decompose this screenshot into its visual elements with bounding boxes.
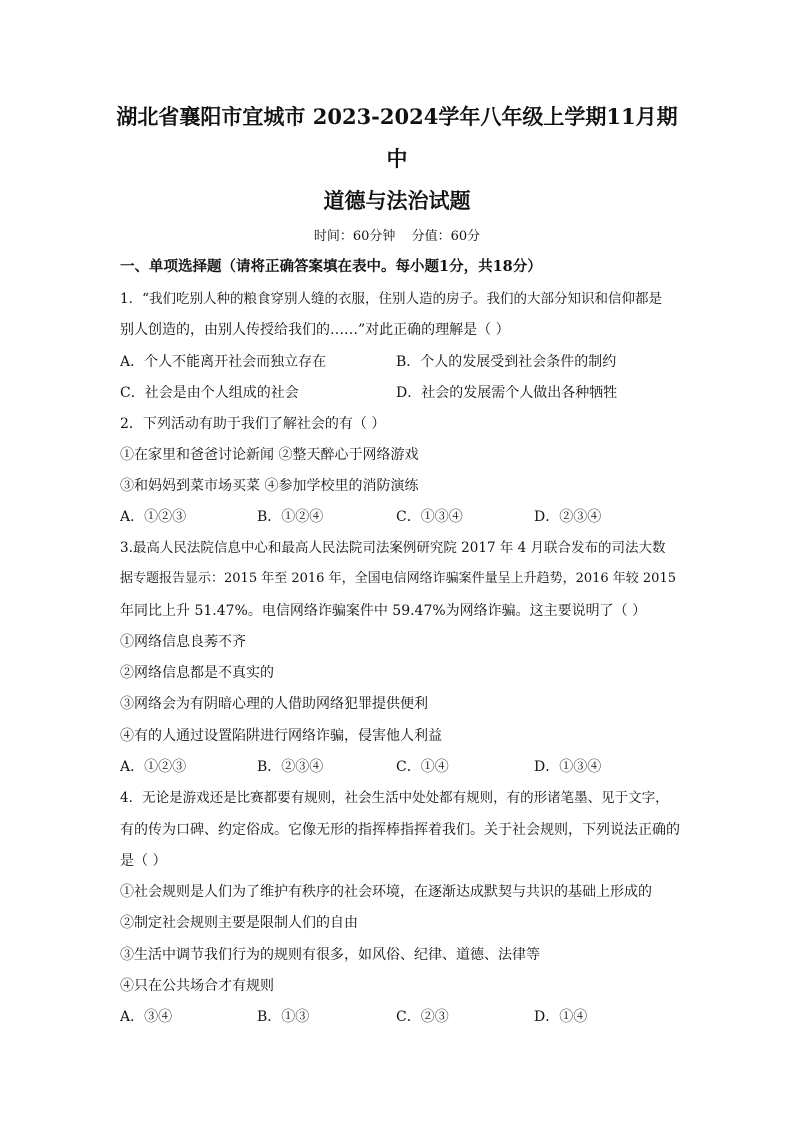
q4-option-d: D．①④ <box>534 1009 588 1025</box>
q2-option-b: B．①②④ <box>257 509 324 525</box>
q3-item-1: ①网络信息良莠不齐 <box>120 634 246 650</box>
q1-option-d: D．社会的发展需个人做出各种牺牲 <box>396 385 618 401</box>
q4-item-1: ①社会规则是人们为了维护有秩序的社会环境，在逐渐达成默契与共识的基础上形成的 <box>120 884 652 900</box>
q4-item-4: ④只在公共场合才有规则 <box>120 978 274 994</box>
q4-option-c: C．②③ <box>396 1009 449 1025</box>
q3-option-b: B．②③④ <box>257 759 324 775</box>
q2-items-line-1: ①在家里和爸爸讨论新闻 ②整天醉心于网络游戏 <box>120 447 419 463</box>
q2-option-c: C．①③④ <box>396 509 463 525</box>
exam-subject-title: 道德与法治试题 <box>323 188 471 213</box>
q4-item-3: ③生活中调节我们行为的规则有很多，如风俗、纪律、道德、法律等 <box>120 947 540 963</box>
q2-option-a: A．①②③ <box>120 509 187 525</box>
q1-option-a: A．个人不能离开社会而独立存在 <box>120 354 327 370</box>
q4-stem-line-3: 是（ ） <box>120 853 167 869</box>
q4-option-a: A．③④ <box>120 1009 173 1025</box>
q1-stem-line-2: 别人创造的，由别人传授给我们的……”对此正确的理解是（ ） <box>120 322 510 338</box>
q1-option-c: C．社会是由个人组成的社会 <box>120 385 299 401</box>
exam-meta <box>0 228 794 246</box>
q3-stem-line-1: 3.最高人民法院信息中心和最高人民法院司法案例研究院 2017 年 4 月联合发布的司法大数 <box>120 540 666 556</box>
q4-option-b: B．①③ <box>257 1009 310 1025</box>
q2-stem: 2．下列活动有助于我们了解社会的有（ ） <box>120 416 386 432</box>
q4-stem-line-1: 4．无论是游戏还是比赛都要有规则，社会生活中处处都有规则，有的形诸笔墨、见于文字， <box>120 790 669 806</box>
exam-title-line-1: 湖北省襄阳市宜城市 2023-2024学年八年级上学期11月期 <box>116 104 678 129</box>
q1-option-b: B．个人的发展受到社会条件的制约 <box>396 354 617 370</box>
q3-item-3: ③网络会为有阴暗心理的人借助网络犯罪提供便利 <box>120 696 428 712</box>
q4-item-2: ②制定社会规则主要是限制人们的自由 <box>120 915 358 931</box>
q3-option-c: C．①④ <box>396 759 449 775</box>
q2-option-d: D．②③④ <box>534 509 602 525</box>
exam-score: 分值：60分 <box>411 229 481 244</box>
q3-stem-line-3: 年同比上升 51.47%。电信网络诈骗案件中 59.47%为网络诈骗。这主要说明了（ ） <box>120 603 647 619</box>
section-heading: 一、单项选择题（请将正确答案填在表中。每小题1分，共18分） <box>120 258 542 275</box>
q3-item-4: ④有的人通过设置陷阱进行网络诈骗，侵害他人利益 <box>120 728 442 744</box>
q3-item-2: ②网络信息都是不真实的 <box>120 665 274 681</box>
exam-title-line-2: 中 <box>386 146 408 171</box>
exam-time: 时间：60分钟 <box>313 229 396 244</box>
q3-stem-line-2: 据专题报告显示：2015 年至 2016 年，全国电信网络诈骗案件量呈上升趋势，2016 年较 2015 <box>120 571 676 586</box>
q2-items-line-2: ③和妈妈到菜市场买菜 ④参加学校里的消防演练 <box>120 478 419 494</box>
q3-option-d: D．①③④ <box>534 759 602 775</box>
q4-stem-line-2: 有的传为口碑、约定俗成。它像无形的指挥棒指挥着我们。关于社会规则，下列说法正确的 <box>120 822 680 838</box>
q1-stem-line-1: 1．“我们吃别人种的粮食穿别人缝的衣服，住别人造的房子。我们的大部分知识和信仰都是 <box>120 291 662 307</box>
q3-option-a: A．①②③ <box>120 759 187 775</box>
